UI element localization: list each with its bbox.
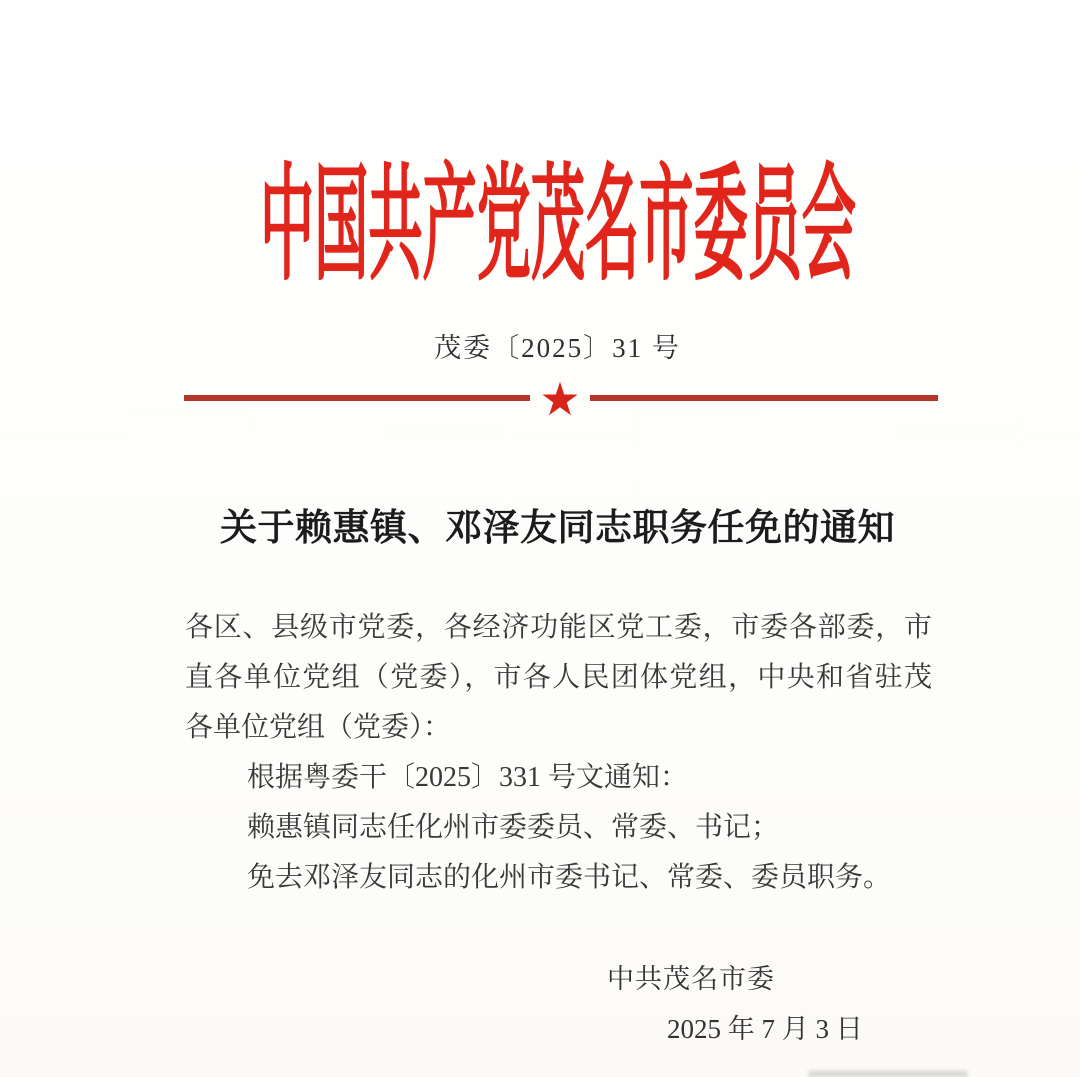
red-divider xyxy=(0,372,1080,428)
issuing-org-text: 中国共产党茂名市委员会 xyxy=(259,157,856,296)
red-star-icon: ★ xyxy=(539,372,581,426)
body-paragraph: 根据粤委干〔2025〕331 号文通知： xyxy=(247,762,689,793)
issuing-org-header xyxy=(35,157,1080,296)
divider-line-right xyxy=(590,395,938,401)
document-body xyxy=(185,603,932,903)
document-title: 关于赖惠镇、邓泽友同志职务任免的通知 xyxy=(220,508,895,549)
signature-date: 2025 年 7 月 3 日 xyxy=(667,1014,863,1044)
doc-number: 茂委〔2025〕31 号 xyxy=(434,333,681,363)
signature-org: 中共茂名市委 xyxy=(607,964,775,994)
salutation-line: 直各单位党组（党委），市各人民团体党组，中央和省驻茂 xyxy=(185,662,932,693)
body-paragraph: 免去邓泽友同志的化州市委书记、常委、委员职务。 xyxy=(247,862,892,893)
body-paragraph: 赖惠镇同志任化州市委委员、常委、书记； xyxy=(247,812,780,843)
divider-line-left xyxy=(184,395,530,401)
salutation-line: 各区、县级市党委，各经济功能区党工委，市委各部委，市 xyxy=(185,612,932,643)
salutation-line: 各单位党组（党委）： xyxy=(185,712,452,743)
scan-artifact xyxy=(808,1071,968,1077)
